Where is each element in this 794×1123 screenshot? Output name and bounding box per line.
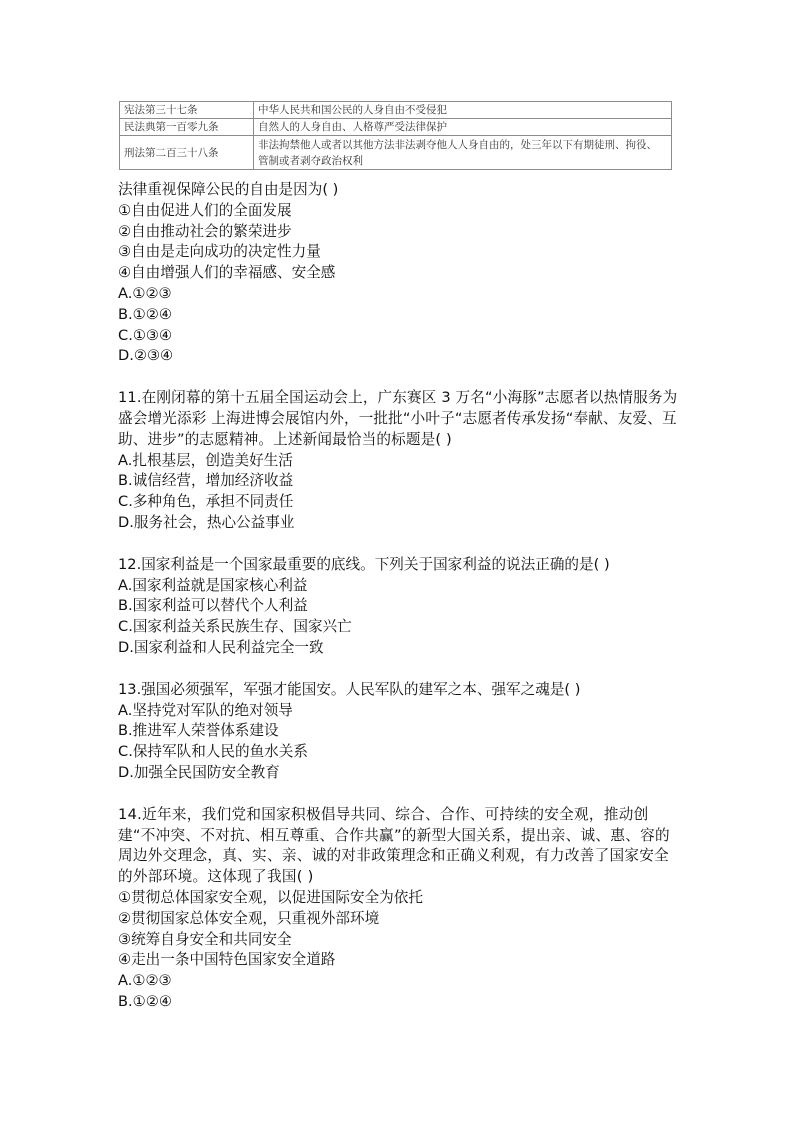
answer-option-c: C.国家利益关系民族生存、国家兴亡	[118, 618, 352, 636]
question-11	[118, 388, 678, 534]
answer-option-c: C.多种角色，承担不同责任	[118, 493, 294, 511]
law-table	[119, 101, 672, 170]
question-stem: 11.在刚闭幕的第十五届全国运动会上，广东赛区 3 万名“小海豚”志愿者以热情服务为盛会增光添彩 上海进博会展馆内外，一批批“小叶子“志愿者传承发扬“奉献、友爱、互助、进步”的志愿精神。上述新闻最恰当的标题是( )	[118, 389, 678, 448]
statement: ④自由增强人们的幸福感、安全感	[118, 264, 336, 282]
statement: ③统筹自身安全和共同安全	[118, 930, 292, 948]
question-stem: 12.国家利益是一个国家最重要的底线。下列关于国家利益的说法正确的是( )	[118, 555, 610, 573]
statement: ③自由是走向成功的决定性力量	[118, 243, 321, 261]
answer-option-a: A.国家利益就是国家核心利益	[118, 576, 308, 594]
answer-option-d: D.国家利益和人民利益完全一致	[118, 638, 324, 656]
question-stem: 14.近年来，我们党和国家积极倡导共同、综合、合作、可持续的安全观，推动创建“不冲突、不对抗、相互尊重、合作共赢”的新型大国关系，提出亲、诚、惠、容的周边外交理念，真、实、亲、诚的对非政策理念和正确义利观，有力改善了国家安全的外部环境。这体现了我国( )	[118, 805, 670, 886]
answer-option-a: A.坚持党对军队的绝对领导	[118, 701, 293, 719]
answer-option-d: D.②③④	[118, 347, 174, 365]
answer-option-b: B.国家利益可以替代个人利益	[118, 597, 308, 615]
statement: ①自由促进人们的全面发展	[118, 201, 292, 219]
answer-option-d: D.加强全民国防安全教育	[118, 763, 280, 781]
statement: ④走出一条中国特色国家安全道路	[118, 951, 336, 969]
statement: ②贯彻国家总体安全观，只重视外部环境	[118, 909, 380, 927]
answer-option-a: A.扎根基层，创造美好生活	[118, 451, 293, 469]
statement: ②自由推动社会的繁荣进步	[118, 222, 292, 240]
law-table-row	[120, 102, 672, 119]
law-table-row	[120, 136, 672, 170]
question-14	[118, 805, 678, 1013]
law-table-row	[120, 119, 672, 136]
answer-option-d: D.服务社会，热心公益事业	[118, 513, 295, 531]
statement: ①贯彻总体国家安全观，以促进国际安全为依托	[118, 888, 423, 906]
answer-option-b: B.推进军人荣誉体系建设	[118, 722, 279, 740]
question-12	[118, 555, 678, 659]
answer-option-c: C.保持军队和人民的鱼水关系	[118, 743, 308, 761]
question-10	[118, 180, 678, 367]
answer-option-a: A.①②③	[118, 284, 172, 302]
spacer	[118, 784, 678, 805]
question-13	[118, 680, 678, 784]
answer-option-b: B.①②④	[118, 305, 172, 323]
question-list	[118, 180, 678, 1013]
law-content-cell: 中华人民共和国公民的人身自由不受侵犯	[254, 102, 672, 119]
spacer	[118, 367, 678, 388]
answer-option-b: B.诚信经营，增加经济收益	[118, 472, 294, 490]
question-stem: 13.强国必须强军，军强才能国安。人民军队的建军之本、强军之魂是( )	[118, 680, 581, 698]
spacer	[118, 659, 678, 680]
law-content-cell: 非法拘禁他人或者以其他方法非法剥夺他人人身自由的，处三年以下有期徒刑、拘役、管制或者剥夺政治权利	[254, 136, 672, 170]
answer-option-a: A.①②③	[118, 972, 172, 990]
answer-option-b: B.①②④	[118, 992, 172, 1010]
spacer	[118, 534, 678, 555]
law-source-cell: 宪法第三十七条	[120, 102, 254, 119]
law-source-cell: 民法典第一百零九条	[120, 119, 254, 136]
law-content-cell: 自然人的人身自由、人格尊严受法律保护	[254, 119, 672, 136]
law-source-cell: 刑法第二百三十八条	[120, 136, 254, 170]
answer-option-c: C.①③④	[118, 326, 173, 344]
question-stem: 法律重视保障公民的自由是因为( )	[118, 181, 339, 198]
